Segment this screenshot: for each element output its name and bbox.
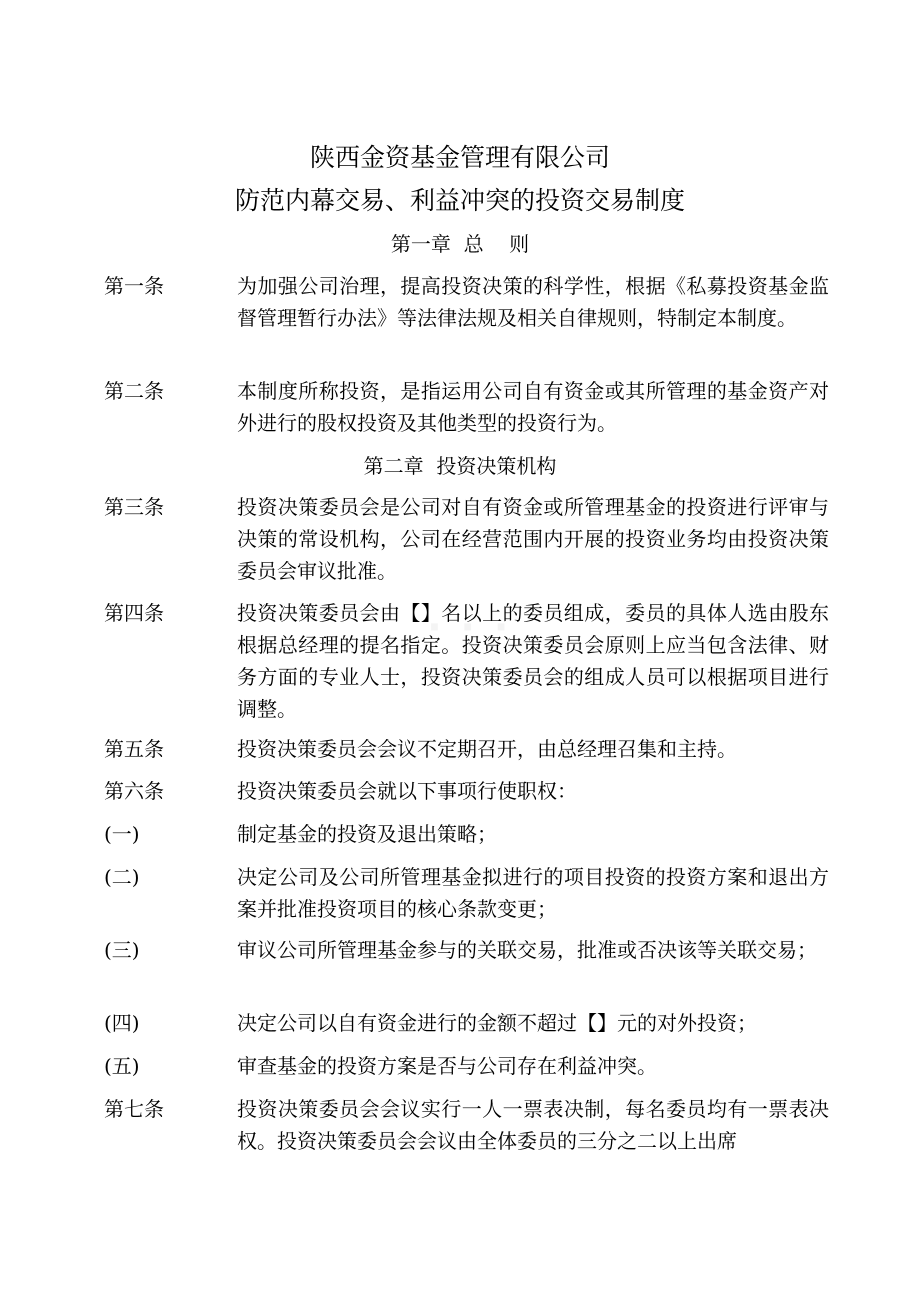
item-2-text: 决定公司及公司所管理基金拟进行的项目投资的投资方案和退出方案并批准投资项目的核心条款变更； bbox=[237, 865, 829, 921]
item-5-label: (五) bbox=[104, 1054, 140, 1078]
article-3-text: 投资决策委员会是公司对自有资金或所管理基金的投资进行评审与决策的常设机构，公司在经营范围内开展的投资业务均由投资决策委员会审议批准。 bbox=[237, 495, 829, 583]
article-2-label: 第二条 bbox=[104, 379, 164, 403]
article-4-text: 投资决策委员会由【】名以上的委员组成，委员的具体人选由股东根据总经理的提名指定。投资决策委员会原则上应当包含法律、财务方面的专业人士，投资决策委员会的组成人员可以根据项目进行调整。 bbox=[237, 601, 829, 721]
document-title: 防范内幕交易、利益冲突的投资交易制度 bbox=[234, 186, 685, 215]
article-5-text: 投资决策委员会会议不定期召开，由总经理召集和主持。 bbox=[237, 737, 737, 761]
article-6-text: 投资决策委员会就以下事项行使职权： bbox=[237, 779, 577, 803]
article-6-label: 第六条 bbox=[104, 779, 164, 803]
article-7-text: 投资决策委员会会议实行一人一票表决制，每名委员均有一票表决权。投资决策委员会会议由全体委员的三分之二以上出席 bbox=[237, 1097, 829, 1153]
item-1-label: (一) bbox=[104, 822, 140, 846]
chapter-2-heading: 第二章 投资决策机构 bbox=[363, 454, 557, 478]
item-3-label: (三) bbox=[104, 938, 140, 962]
item-3-text: 审议公司所管理基金参与的关联交易，批准或否决该等关联交易； bbox=[237, 938, 817, 962]
item-2-label: (二) bbox=[104, 865, 140, 889]
article-1-text: 为加强公司治理，提高投资决策的科学性，根据《私募投资基金监督管理暂行办法》等法律法规及相关自律规则，特制定本制度。 bbox=[237, 274, 829, 330]
article-2-text: 本制度所称投资，是指运用公司自有资金或其所管理的基金资产对外进行的股权投资及其他类型的投资行为。 bbox=[237, 379, 829, 435]
article-1-label: 第一条 bbox=[104, 274, 164, 298]
article-4-label: 第四条 bbox=[104, 601, 164, 625]
chapter-1-heading: 第一章 总 则 bbox=[390, 232, 530, 256]
article-5-label: 第五条 bbox=[104, 737, 164, 761]
item-4-label: (四) bbox=[104, 1011, 140, 1035]
company-title: 陕西金资基金管理有限公司 bbox=[309, 143, 610, 172]
article-3-label: 第三条 bbox=[104, 495, 164, 519]
item-5-text: 审查基金的投资方案是否与公司存在利益冲突。 bbox=[237, 1054, 657, 1078]
article-7-label: 第七条 bbox=[104, 1097, 164, 1121]
item-1-text: 制定基金的投资及退出策略； bbox=[237, 822, 497, 846]
item-4-text: 决定公司以自有资金进行的金额不超过【】元的对外投资； bbox=[237, 1011, 757, 1035]
